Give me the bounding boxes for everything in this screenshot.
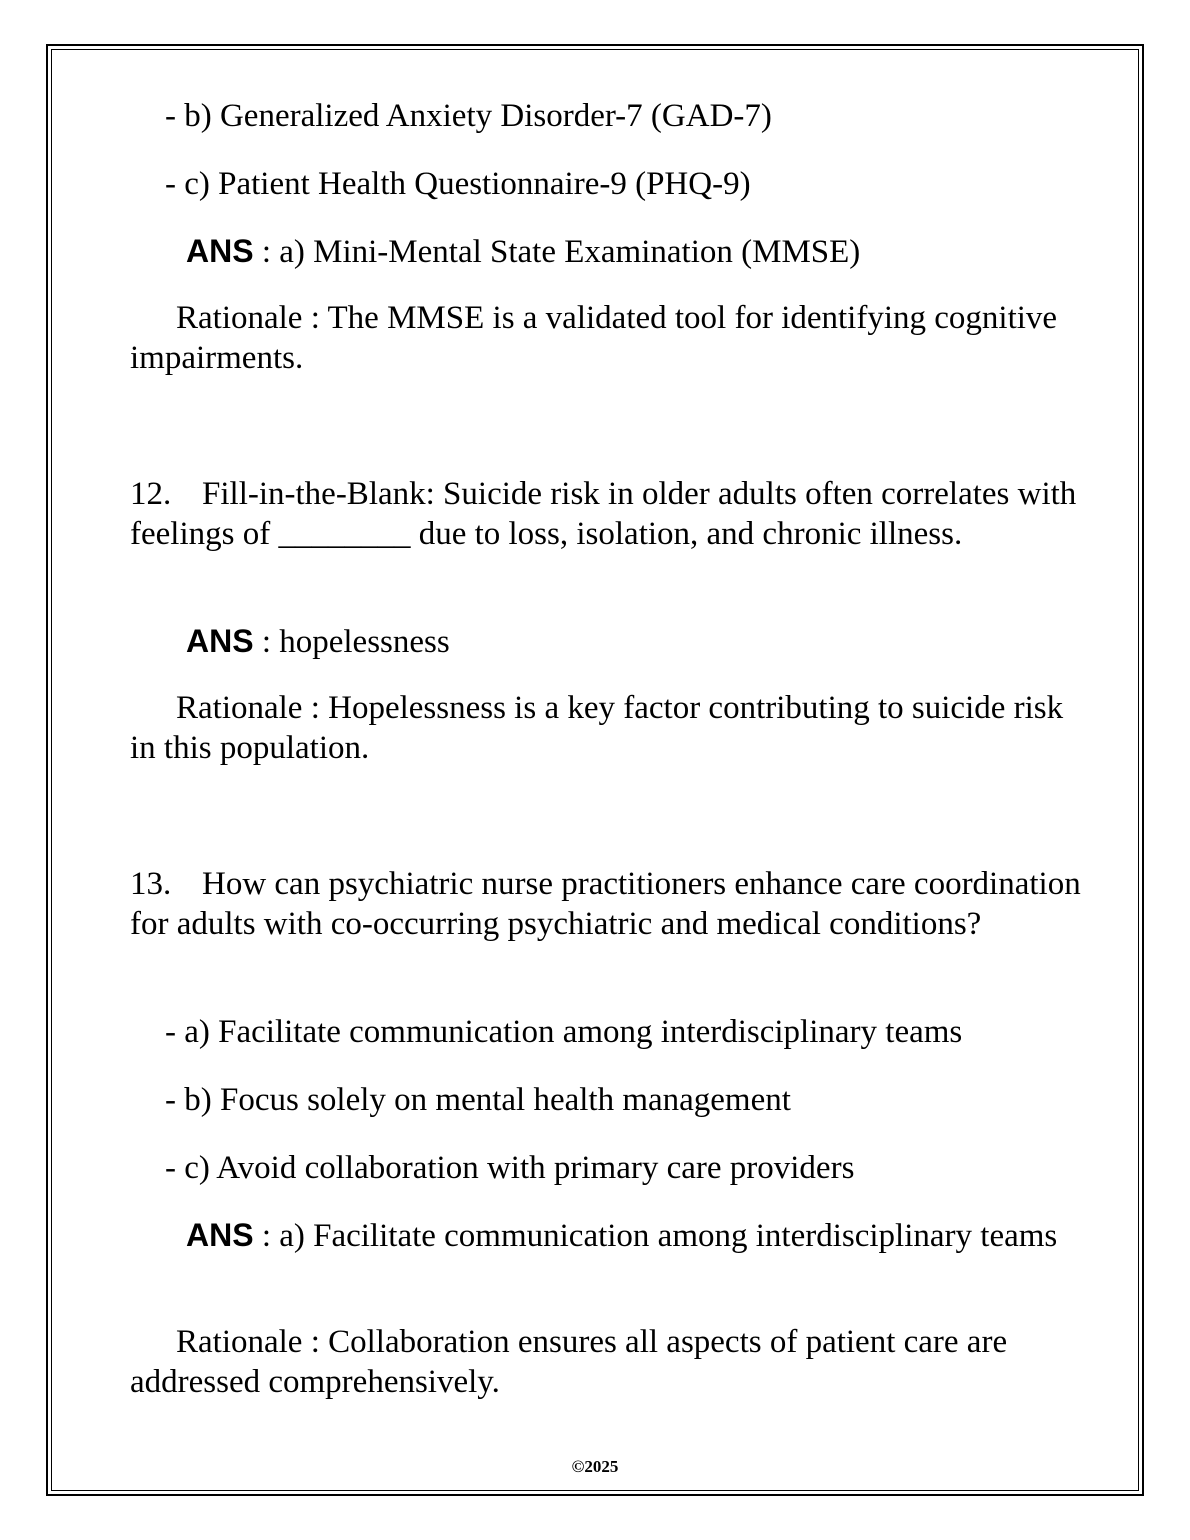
- q11-answer: [186, 231, 860, 272]
- q12-answer: [186, 621, 450, 662]
- q11-rationale-text: Rationale : The MMSE is a validated tool for identifying cognitive impairments.: [130, 300, 1058, 376]
- q12-rationale-text: Rationale : Hopelessness is a key factor contributing to suicide risk in this population.: [130, 690, 1064, 766]
- q13-answer: [130, 1215, 1090, 1256]
- copyright-footer: ©2025: [571, 1457, 619, 1476]
- q12-question: [130, 474, 1090, 554]
- q12-number: 12.: [130, 476, 172, 512]
- q13-answer-text: : a) Facilitate communication among interdisciplinary teams: [253, 1218, 1058, 1254]
- q12-rationale: [130, 688, 1090, 768]
- q13-rationale-text: Rationale : Collaboration ensures all aspects of patient care are addressed comprehensively.: [130, 1324, 1008, 1400]
- q11-answer-text: : a) Mini-Mental State Examination (MMSE): [253, 234, 861, 270]
- q12-question-text: Fill-in-the-Blank: Suicide risk in older adults often correlates with feelings of ________ due to loss, isolation, and chronic illness.: [130, 476, 1077, 552]
- q13-question: [130, 864, 1090, 944]
- q11-option-b: - b) Generalized Anxiety Disorder-7 (GAD-7): [165, 98, 772, 134]
- q13-question-text: How can psychiatric nurse practitioners enhance care coordination for adults with co-occurring psychiatric and medical conditions?: [130, 866, 1081, 942]
- q12-answer-label: ANS: [186, 623, 254, 659]
- q11-rationale: [130, 298, 1090, 378]
- q13-option-c: - c) Avoid collaboration with primary care providers: [165, 1150, 855, 1186]
- q11-answer-label: ANS: [186, 233, 254, 269]
- q13-option-a: - a) Facilitate communication among interdisciplinary teams: [165, 1014, 963, 1050]
- q13-option-b: - b) Focus solely on mental health management: [165, 1082, 791, 1118]
- q13-number: 13.: [130, 866, 172, 902]
- q11-option-c: - c) Patient Health Questionnaire-9 (PHQ-9): [165, 166, 751, 202]
- q13-rationale: [130, 1322, 1090, 1402]
- q12-answer-text: : hopelessness: [253, 624, 450, 660]
- q13-answer-label: ANS: [186, 1217, 254, 1253]
